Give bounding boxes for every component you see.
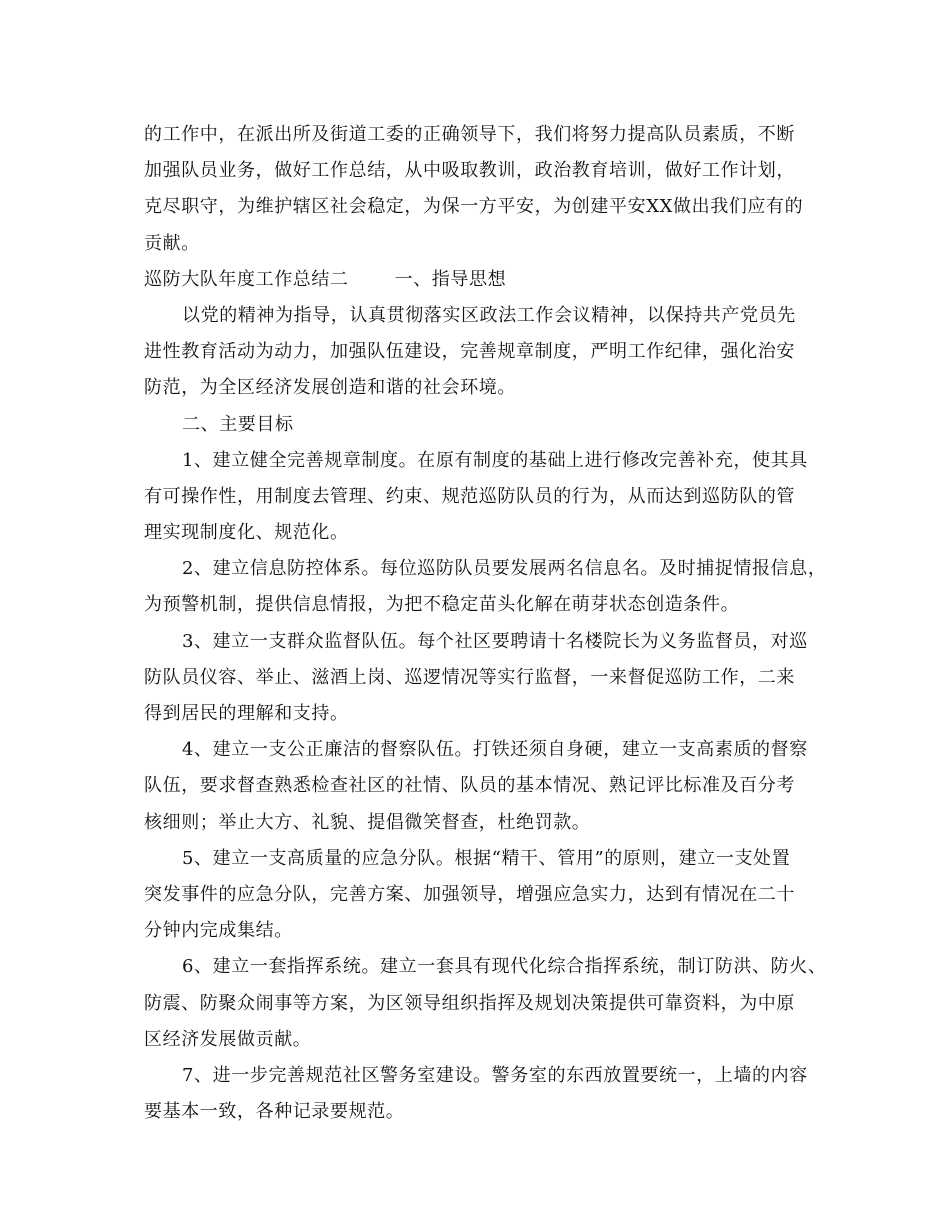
text-line: 有可操作性，用制度去管理、约束、规范巡防队员的行为，从而达到巡防队的管 [144, 485, 795, 507]
list-item-3: 3、建立一支群众监督队伍。每个社区要聘请十名楼院长为义务监督员，对巡 [182, 630, 808, 652]
text-line: 防范，为全区经济发展创造和谐的社会环境。 [144, 377, 516, 399]
list-item-1: 1、建立健全完善规章制度。在原有制度的基础上进行修改完善补充，使其具 [182, 449, 808, 471]
text-line: 核细则；举止大方、礼貌、提倡微笑督查，杜绝罚款。 [144, 811, 591, 833]
text-line: 要基本一致，各种记录要规范。 [144, 1101, 405, 1123]
subsection-heading: 二、主要目标 [182, 413, 294, 435]
text-line: 的工作中，在派出所及街道工委的正确领导下，我们将努力提高队员素质，不断 [144, 124, 795, 145]
text-line: 防震、防聚众闹事等方案，为区领导组织指挥及规划决策提供可靠资料，为中原 [144, 992, 795, 1014]
text-line: 分钟内完成集结。 [144, 920, 293, 942]
text-line: 队伍，要求督查熟悉检查社区的社情、队员的基本情况、熟记评比标准及百分考 [144, 775, 795, 797]
list-item-2: 2、建立信息防控体系。每位巡防队员要发展两名信息名。及时捕捉情报信息， [182, 558, 827, 580]
text-line: 进性教育活动为动力，加强队伍建设，完善规章制度，严明工作纪律，强化治安 [144, 341, 795, 363]
section-heading-line [144, 262, 824, 298]
list-item-5: 5、建立一支高质量的应急分队。根据“精干、管用”的原则，建立一支处置 [182, 847, 791, 869]
list-item-4: 4、建立一支公正廉洁的督察队伍。打铁还须自身硬，建立一支高素质的督察 [182, 739, 808, 761]
text-line: 贡献。 [144, 232, 200, 254]
text-line: 为预警机制，提供信息情报，为把不稳定苗头化解在萌芽状态创造条件。 [144, 594, 740, 616]
document-section-title: 巡防大队年度工作总结二 [144, 268, 349, 290]
text-line: 突发事件的应急分队，完善方案、加强领导，增强应急实力，达到有情况在二十 [144, 883, 795, 905]
document-body [144, 117, 827, 1130]
list-item-6: 6、建立一套指挥系统。建立一套具有现代化综合指挥系统，制订防洪、防火、 [182, 956, 827, 978]
list-item-7: 7、进一步完善规范社区警务室建设。警务室的东西放置要统一，上墙的内容 [182, 1064, 808, 1086]
text-line: 得到居民的理解和支持。 [144, 703, 349, 724]
text-line: 理实现制度化、规范化。 [144, 522, 349, 544]
text-line: 区经济发展做贡献。 [144, 1028, 312, 1050]
paragraph-first-line: 以党的精神为指导，认真贯彻落实区政法工作会议精神，以保持共产党员先 [182, 304, 796, 326]
text-line: 防队员仪容、举止、滋酒上岗、巡逻情况等实行监督，一来督促巡防工作，二来 [144, 666, 795, 688]
subsection-heading: 一、指导思想 [394, 268, 507, 290]
text-line: 加强队员业务，做好工作总结，从中吸取教训，政治教育培训，做好工作计划， [144, 160, 795, 182]
text-line: 克尽职守，为维护辖区社会稳定，为保一方平安，为创建平安XX做出我们应有的 [144, 196, 804, 218]
